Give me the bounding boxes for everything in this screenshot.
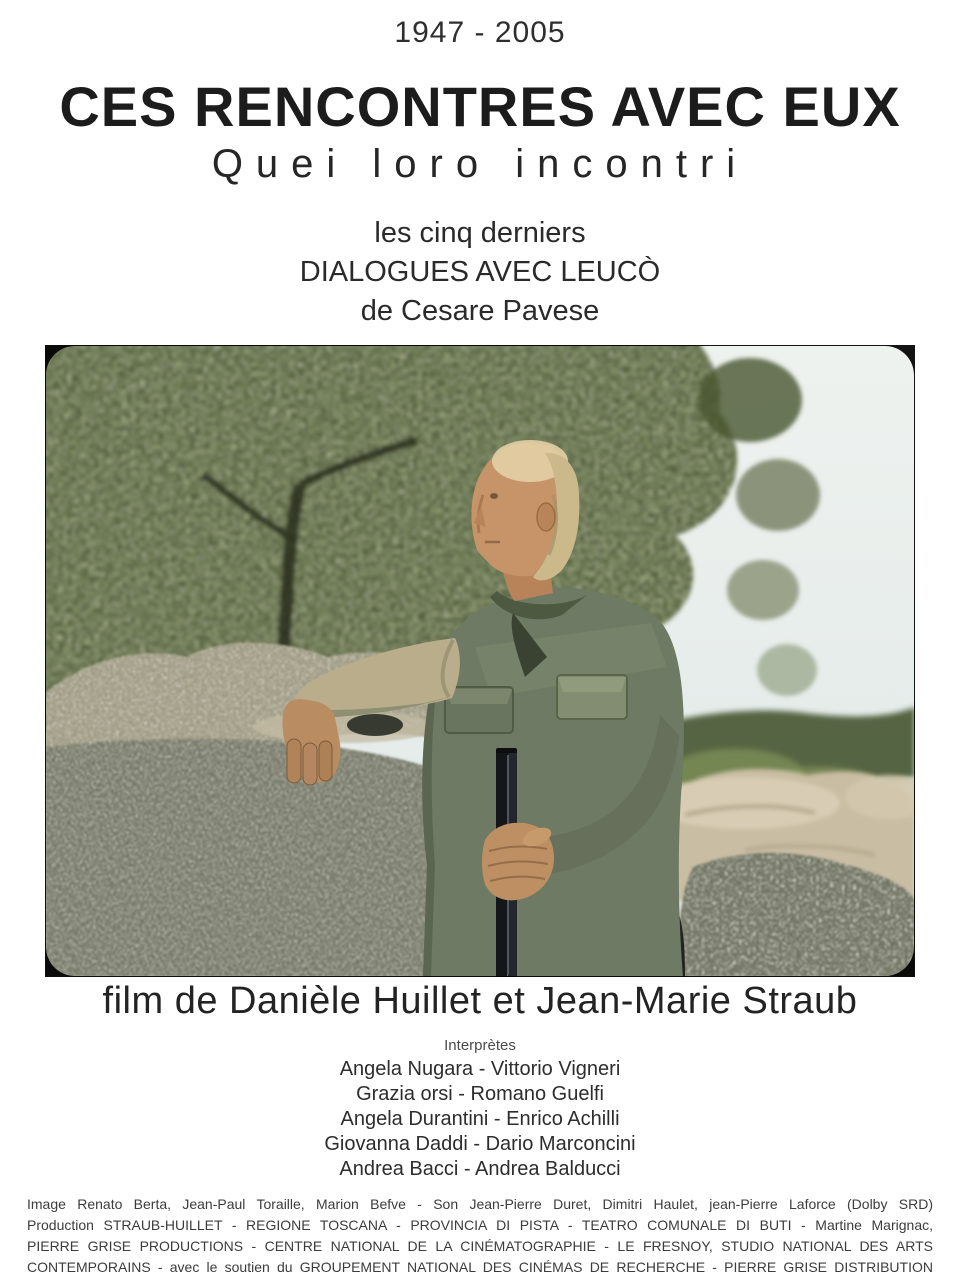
production-credits bbox=[27, 1194, 933, 1278]
film-years: 1947 - 2005 bbox=[394, 16, 566, 49]
credits-line: Image Renato Berta, Jean-Paul Toraille, Marion Befve - Son Jean-Pierre Duret, Dimitri Haulet, jean-Pierre Laforce (Dolby SRD) bbox=[27, 1196, 933, 1212]
cast-list bbox=[0, 1057, 960, 1182]
tagline-line-1: les cinq derniers bbox=[374, 217, 586, 249]
credits-line: CONTEMPORAINS - avec le soutien du GROUPEMENT NATIONAL DES CINÉMAS DE RECHERCHE - PIERRE GRISE DISTRIBUTION bbox=[27, 1259, 933, 1275]
cast-line: Giovanna Daddi - Dario Marconcini bbox=[324, 1133, 636, 1155]
cast-line: Angela Nugara - Vittorio Vigneri bbox=[339, 1058, 621, 1080]
cast-line: Andrea Bacci - Andrea Balducci bbox=[339, 1158, 621, 1180]
tagline-block bbox=[0, 214, 960, 331]
cast-line: Grazia orsi - Romano Guelfi bbox=[356, 1083, 604, 1105]
cast-heading: Interprètes bbox=[444, 1037, 516, 1054]
director-byline: film de Danièle Huillet et Jean-Marie Straub bbox=[102, 980, 858, 1022]
credits-line: Production STRAUB-HUILLET - REGIONE TOSCANA - PROVINCIA DI PISTA - TEATRO COMUNALE DI BUTI - Martine Marignac, bbox=[27, 1217, 933, 1233]
film-title-italian: Quei loro incontri bbox=[211, 142, 749, 186]
credits-line: PIERRE GRISE PRODUCTIONS - CENTRE NATIONAL DE LA CINÉMATOGRAPHIE - LE FRESNOY, STUDIO NATIONAL DES ARTS bbox=[27, 1238, 933, 1254]
tagline-line-3: de Cesare Pavese bbox=[360, 295, 600, 327]
film-title-french: CES RENCONTRES AVEC EUX bbox=[59, 75, 901, 138]
film-still-scene bbox=[45, 345, 915, 977]
tagline-line-2: DIALOGUES AVEC LEUCÒ bbox=[299, 256, 661, 288]
film-still-photo bbox=[45, 345, 915, 977]
left-hand bbox=[282, 699, 340, 785]
cast-line: Angela Durantini - Enrico Achilli bbox=[340, 1108, 620, 1130]
